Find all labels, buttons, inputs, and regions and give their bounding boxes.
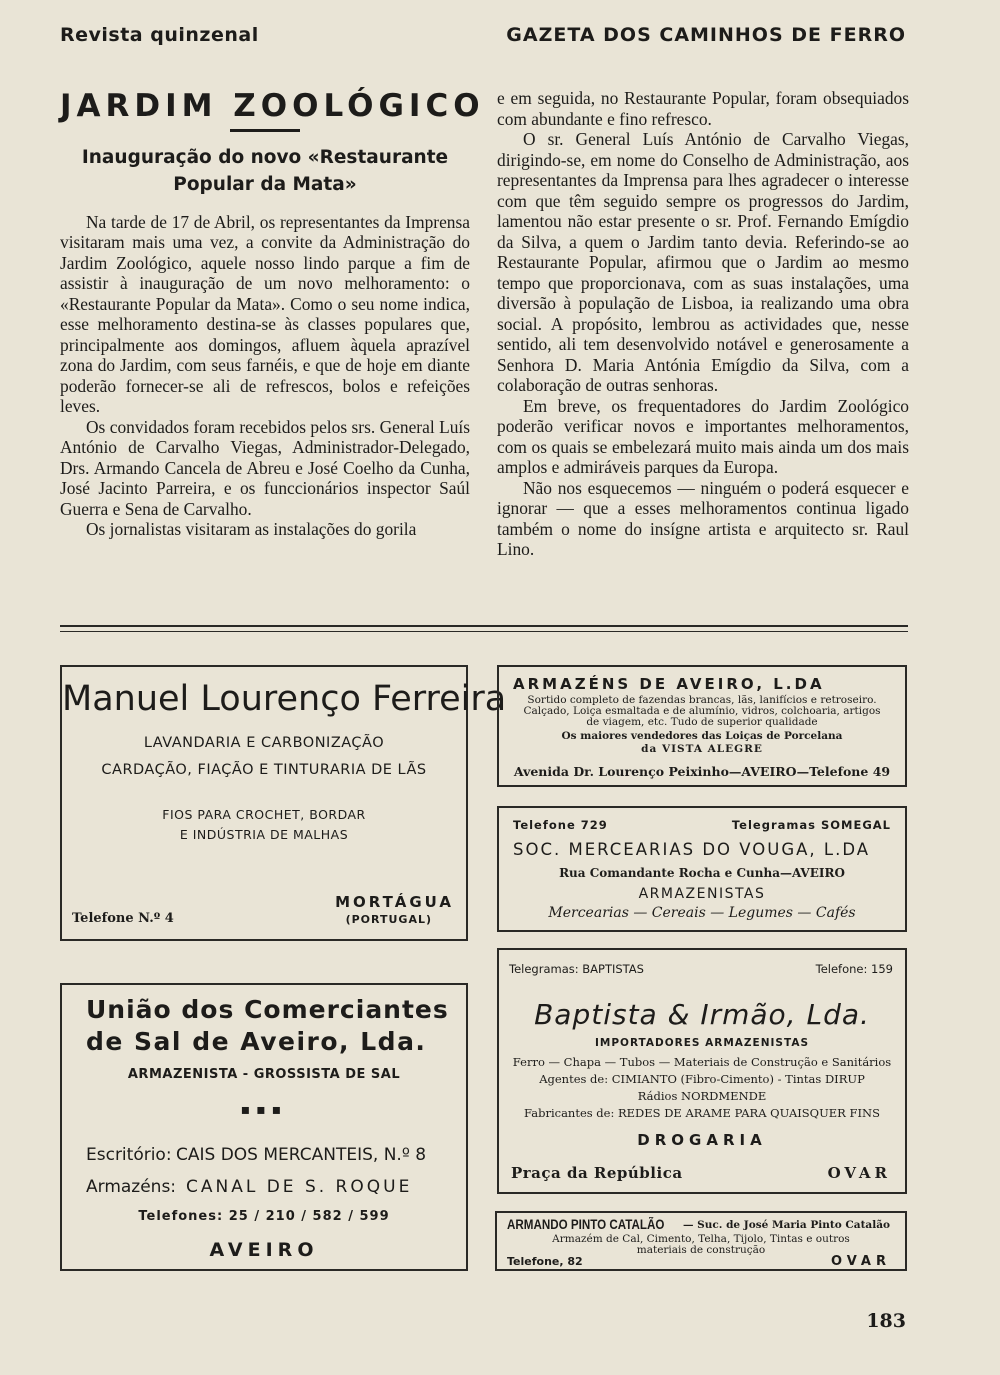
ad-line: Calçado, Loiça esmaltada e de alumínio, vidros, colchoaria, artigos: [523, 705, 881, 717]
ad-line: LAVANDARIA E CARBONIZAÇÃO: [143, 735, 385, 751]
ad-phones: Telefones: 25 / 210 / 582 / 599: [138, 1209, 390, 1224]
ad-office-label: Escritório:: [86, 1145, 172, 1165]
article-right-column: [497, 88, 909, 560]
article-title: JARDIM ZOOLÓGICO: [60, 88, 485, 124]
ad-city: OVAR: [831, 1254, 891, 1269]
title-rule: [230, 129, 300, 132]
ad-stores-address: CANAL DE S. ROQUE: [186, 1177, 413, 1197]
ad-line: Ferro — Chapa — Tubos — Materiais de Construção e Sanitários: [512, 1055, 892, 1069]
ad-baptista-irmao: [497, 948, 907, 1194]
page-number: 183: [866, 1310, 906, 1332]
ad-company-name: de Sal de Aveiro, Lda.: [86, 1027, 427, 1056]
paragraph: e em seguida, no Restaurante Popular, foram obsequiados com abundante e fino refresco.: [497, 88, 909, 129]
ad-line: ARMAZENISTAS: [638, 886, 766, 902]
paragraph: Não nos esquecemos — ninguém o poderá esquecer e ignorar — que a esses melhoramentos continua ligado também o nome do insígne artista e arquitecto sr. Raul Lino.: [497, 477, 909, 559]
ad-line: Agentes de: CIMIANTO (Fibro-Cimento) - Tintas DIRUP: [539, 1072, 865, 1086]
ad-line: Mercearias — Cereais — Legumes — Cafés: [548, 905, 856, 921]
ad-city: MORTÁGUA: [335, 893, 454, 911]
ad-phone: Telefone, 82: [507, 1255, 583, 1268]
ad-line: DROGARIA: [637, 1131, 767, 1149]
ad-bullets: ▪▪▪: [240, 1102, 288, 1118]
ad-line: CARDAÇÃO, FIAÇÃO E TINTURARIA DE LÃS: [101, 762, 427, 778]
ad-line: ARMAZENISTA - GROSSISTA DE SAL: [127, 1067, 401, 1082]
paragraph: Os convidados foram recebidos pelos srs. General Luís António de Carvalho Viegas, Administrador-Delegado, Drs. Armando Cancela de Abreu e José Coelho da Cunha, José Jacinto Parreira, e os funccionários inspector Saúl Guerra e Sena de Carvalho.: [60, 416, 470, 519]
ad-company-name: União dos Comerciantes: [86, 995, 449, 1024]
ad-address: Rua Comandante Rocha e Cunha—AVEIRO: [559, 866, 845, 880]
subtitle-line-2: Popular da Mata»: [173, 173, 357, 195]
ad-company-name: Manuel Lourenço Ferreira: [62, 679, 507, 719]
ad-successor: — Suc. de José Maria Pinto Catalão: [683, 1219, 891, 1231]
subtitle-line-1: Inauguração do novo «Restaurante: [81, 146, 449, 168]
separator-rule: [60, 631, 908, 632]
ad-line: da VISTA ALEGRE: [641, 743, 763, 755]
ad-phone: Telefone 729: [513, 818, 608, 832]
ad-address: Praça da República: [511, 1164, 683, 1182]
ad-address: Avenida Dr. Lourenço Peixinho—AVEIRO—Telefone 49: [513, 764, 891, 779]
separator-rule: [60, 625, 908, 627]
ad-telegrams: Telegramas: BAPTISTAS: [509, 962, 644, 976]
ad-line: Fabricantes de: REDES DE ARAME PARA QUAISQUER FINS: [524, 1106, 880, 1120]
ad-city: AVEIRO: [209, 1239, 319, 1261]
ad-mercearias-vouga: [497, 806, 907, 932]
ad-country: (PORTUGAL): [345, 913, 432, 926]
ad-line: FIOS PARA CROCHET, BORDAR: [162, 807, 366, 822]
paragraph: O sr. General Luís António de Carvalho Viegas, dirigindo-se, em nome do Conselho de Administração, aos representantes da Imprensa para lhes agradecer o interesse com que têm seguido sempre os progressos do Jardim, lamentou não estar presente o sr. Prof. Fernando Emígdio da Silva, a quem o Jardim tanto devia. Referindo-se ao Restaurante Popular, afirmou que o Jardim ao mesmo tempo que proporcionava, com as suas instalações, uma diversão à população de Lisboa, ia realizando uma obra social. A propósito, lembrou as actividades que, nesse sentido, ali tem desenvolvido notável e generosamente a Senhora D. Maria Antónia Emígdio da Silva, com a colaboração de outras senhoras.: [497, 129, 909, 395]
ad-line: de viagem, etc. Tudo de superior qualidade: [586, 716, 818, 728]
ad-company-name: SOC. MERCEARIAS DO VOUGA, L.DA: [513, 840, 871, 859]
paragraph: Na tarde de 17 de Abril, os representantes da Imprensa visitaram mais uma vez, a convite da Administração do Jardim Zoológico, aquele nosso lindo parque a fim de assistir à inauguração de um novo melhoramento: o «Restaurante Popular da Mata». Como o seu nome indica, esse melhoramento destina-se às classes populares que, principalmente aos domingos, afluem àquela aprazível zona do Jardim, com seus farnéis, e que de hoje em diante poderão fornecer-se ali de refrescos, bolos e refeições leves.: [60, 211, 470, 416]
ad-company-name: ARMAZÉNS DE AVEIRO, L.DA: [513, 675, 825, 693]
ad-manuel-lourenco-ferreira: [60, 665, 507, 941]
ad-company-name: ARMANDO PINTO CATALÃO: [507, 1217, 665, 1232]
article-subtitle: [60, 144, 470, 198]
paragraph: Os jornalistas visitaram as instalações do gorila: [86, 519, 417, 539]
ad-line: materiais de construção: [636, 1244, 766, 1256]
ad-phone: Telefone: 159: [815, 962, 893, 976]
paragraph: Em breve, os frequentadores do Jardim Zoológico poderão verificar novos e importantes melhoramentos, com os quais se embelezará muito mais ainda um dos mais amplos e admiráveis parques da Europa.: [497, 395, 909, 477]
ad-stores-label: Armazéns:: [86, 1177, 177, 1197]
ad-company-name: Baptista & Irmão, Lda.: [534, 998, 870, 1031]
ad-line: Rádios NORDMENDE: [637, 1089, 767, 1103]
header-right: GAZETA DOS CAMINHOS DE FERRO: [506, 24, 906, 46]
ad-armazens-aveiro: [497, 665, 907, 787]
ad-uniao-comerciantes: [60, 983, 468, 1271]
ad-line: E INDÚSTRIA DE MALHAS: [179, 827, 349, 842]
ad-line: Armazém de Cal, Cimento, Telha, Tijolo, Tintas e outros: [552, 1233, 850, 1245]
ad-office-address: CAIS DOS MERCANTEIS, N.º 8: [176, 1145, 427, 1165]
header-left: Revista quinzenal: [60, 24, 259, 46]
article-left-column: [60, 88, 485, 540]
ad-armando-pinto-catalao: [495, 1211, 907, 1271]
ad-line: Os maiores vendedores das Loiças de Porcelana: [561, 730, 843, 742]
ad-city: OVAR: [827, 1164, 891, 1182]
ad-phone: Telefone N.º 4: [72, 911, 174, 926]
ad-telegrams: Telegramas SOMEGAL: [731, 818, 891, 832]
ad-line: IMPORTADORES ARMAZENISTAS: [594, 1037, 810, 1049]
ad-line: Sortido completo de fazendas brancas, lãs, lanifícios e retroseiro.: [527, 694, 877, 706]
